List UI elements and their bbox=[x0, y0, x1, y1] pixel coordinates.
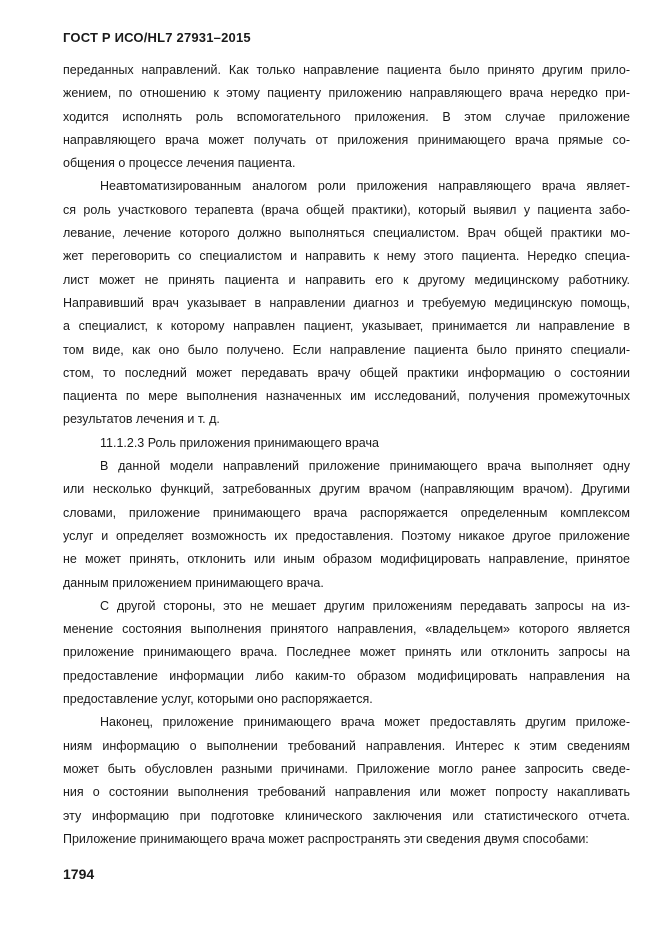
text-line: а специалист, к которому направлен пациент, указывает, принимается ли направление в bbox=[63, 319, 630, 334]
text-line: лист может не принять пациента и направить его к другому медицинскому работнику. bbox=[63, 272, 630, 287]
text-line: ниям информацию о выполнении требований направления. Интерес к этим сведениям bbox=[63, 738, 630, 753]
text-line: левание, лечение которого должно выполняться специалистом. Врач общей практики мо- bbox=[63, 226, 630, 241]
text-line: предоставление информации либо каким-то образом модифицировать направления на bbox=[63, 668, 630, 683]
document-body bbox=[63, 59, 630, 851]
section-heading bbox=[63, 432, 630, 455]
text-line: менение состояния выполнения принятого направления, «владельцем» которого является bbox=[63, 622, 630, 637]
text-line: пациента по мере выполнения назначенных им исследований, получения промежуточных bbox=[63, 389, 630, 404]
text-line: С другой стороны, это не мешает другим приложениям передавать запросы на из- bbox=[100, 598, 630, 613]
text-line: жением, по отношению к этому пациенту приложению направляющего врача нередко при- bbox=[63, 86, 630, 101]
text-line: данным приложением принимающего врача. bbox=[63, 575, 324, 590]
text-line: не может принять, отклонить или иным образом модифицировать направление, принятое bbox=[63, 552, 630, 567]
page-number: 1794 bbox=[63, 866, 95, 882]
text-line: ния о состоянии выполнения требований направления или может попросту накапливать bbox=[63, 785, 630, 800]
text-line: Направивший врач указывает в направлении диагноз и требуемую медицинскую помощь, bbox=[63, 295, 630, 310]
text-line: В данной модели направлений приложение принимающего врача выполняет одну bbox=[100, 459, 630, 474]
text-line: ся роль участкового терапевта (врача общей практики), который выявил у пациента забо- bbox=[63, 202, 630, 217]
text-line: приложение принимающего врача. Последнее может принять или отклонить запросы на bbox=[63, 645, 630, 660]
paragraph bbox=[63, 59, 630, 175]
paragraph bbox=[63, 711, 630, 851]
text-line: 11.1.2.3 Роль приложения принимающего врача bbox=[100, 435, 379, 450]
text-line: результатов лечения и т. д. bbox=[63, 412, 220, 427]
text-line: том виде, как оно было получено. Если направление пациента было принято специали- bbox=[63, 342, 630, 357]
text-line: стом, то последний может передавать врачу общей практики информацию о состоянии bbox=[63, 365, 630, 380]
text-line: может быть обусловлен разными причинами. Приложение могло ранее запросить сведе- bbox=[63, 761, 630, 776]
text-line: общения о процессе лечения пациента. bbox=[63, 156, 296, 171]
text-line: эту информацию при подготовке клинического заключения или статистического отчета. bbox=[63, 808, 630, 823]
text-line: предоставление услуг, которыми оно распоряжается. bbox=[63, 692, 373, 707]
text-line: Приложение принимающего врача может распространять эти сведения двумя способами: bbox=[63, 831, 589, 846]
text-line: Наконец, приложение принимающего врача может предоставлять другим приложе- bbox=[100, 715, 630, 730]
text-line: Неавтоматизированным аналогом роли приложения направляющего врача являет- bbox=[100, 179, 630, 194]
text-line: жет переговорить со специалистом и направить к нему этого пациента. Нередко специа- bbox=[63, 249, 630, 264]
text-line: словами, приложение принимающего врача распоряжается определенным комплексом bbox=[63, 505, 630, 520]
text-line: ходится исполнять роль вспомогательного приложения. В этом случае приложение bbox=[63, 109, 630, 124]
text-line: направляющего врача может получать от приложения принимающего врача прямые со- bbox=[63, 132, 630, 147]
document-standard-header: ГОСТ Р ИСО/HL7 27931–2015 bbox=[63, 30, 251, 45]
paragraph bbox=[63, 455, 630, 595]
paragraph bbox=[63, 175, 630, 431]
text-line: услуг и определяет возможность их предоставления. Поэтому никакое другое приложение bbox=[63, 528, 630, 543]
text-line: переданных направлений. Как только направление пациента было принято другим прило- bbox=[63, 63, 630, 77]
text-line: или несколько функций, затребованных другим врачом (направляющим врачом). Другими bbox=[63, 482, 630, 497]
paragraph bbox=[63, 595, 630, 711]
